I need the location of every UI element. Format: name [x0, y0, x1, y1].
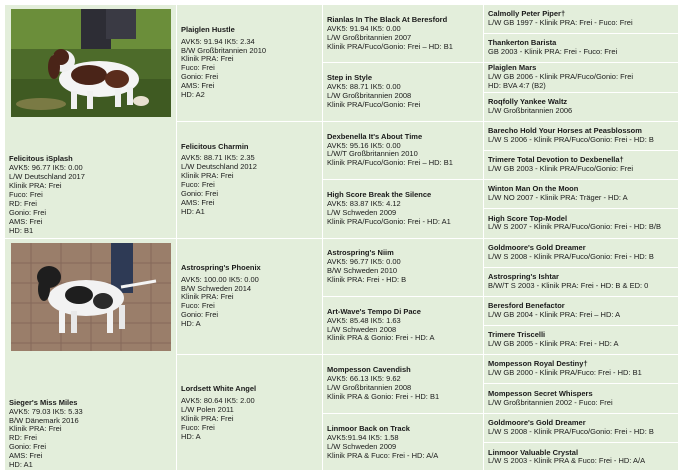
sire-photo: [11, 9, 171, 117]
ancestor-name: Beresford Benefactor: [488, 301, 565, 311]
great-grandparent-name: High Score Break the Silence: [327, 190, 432, 199]
ancestor-cell: [484, 384, 680, 413]
great-grandparent-cell: [323, 297, 484, 355]
ancestor-name: High Score Top-Model: [488, 213, 568, 223]
sire-line: Klinik PRA: Frei: [9, 181, 62, 191]
dam-line: Klinik PRA: Frei: [9, 424, 62, 434]
ancestor-name: Mompesson Royal Destiny†: [488, 359, 588, 369]
grandparent-line: Gonio: Frei: [181, 72, 219, 82]
sire-line: L/W Deutschland 2017: [9, 172, 85, 182]
ancestor-name: Linmoor Valuable Crystal: [488, 447, 579, 457]
great-grandparent-cell: [323, 414, 484, 472]
ancestor-line: L/W S 2008 - Klinik PRA/Fuco/Gonio: Frei - HD: B: [488, 426, 654, 436]
ancestor-cell: [484, 34, 680, 63]
sire-line: Gonio: Frei: [9, 207, 47, 217]
ancestor-name: Roqfolly Yankee Waltz: [488, 96, 568, 106]
sire-line: RD: Frei: [9, 198, 37, 208]
ancestor-cell: [484, 326, 680, 355]
great-grandparent-cell: [323, 239, 484, 297]
grandparent-line: Gonio: Frei: [181, 310, 219, 320]
grandparent-line: L/W Polen 2011: [181, 405, 234, 415]
grandparent-line: AVK5: 88.71 IK5: 2.35: [181, 153, 255, 163]
great-grandparent-cell: [323, 5, 484, 63]
dam-line: HD: A1: [9, 460, 33, 470]
grandparent-name: Astrospring's Phoenix: [181, 262, 261, 272]
grandparent-line: HD: A1: [181, 206, 205, 216]
ancestor-name: Plaiglen Mars: [488, 63, 537, 73]
great-grandparent-cell: [323, 122, 484, 180]
grandparent-line: Klinik PRA: Frei: [181, 54, 234, 64]
great-grandparent-line: Klinik PRA/Fuco/Gonio: Frei - HD: A1: [327, 216, 451, 226]
ancestor-line: L/W S 2007 - Klinik PRA/Fuco/Gonio: Frei - HD: B/B: [488, 222, 661, 232]
great-grandparent-line: AVK5: 96.77 IK5: 0.00: [327, 257, 401, 267]
grandparent-line: Klinik PRA: Frei: [181, 414, 234, 424]
great-grandparent-line: Klinik PRA/Fuco/Gonio: Frei – HD: B1: [327, 158, 453, 168]
great-grandparent-cell: [323, 180, 484, 238]
sire-cell: [5, 5, 177, 239]
grandparent-line: AVK5: 91.94 IK5: 2.34: [181, 36, 255, 46]
grandparent-line: Gonio: Frei: [181, 189, 219, 199]
grandparent-line: HD: A: [181, 431, 201, 441]
great-grandparent-line: Klinik PRA/Fuco/Gonio: Frei – HD: B1: [327, 41, 453, 51]
great-grandparent-line: L/W/T Großbritannien 2010: [327, 149, 418, 159]
ancestor-line: B/W/T S 2003 - Klinik PRA: Frei - HD: B & ED: 0: [488, 280, 649, 290]
grandparent-line: HD: A2: [181, 90, 205, 100]
ancestor-cell: [484, 414, 680, 443]
great-grandparent-line: AVK5: 66.13 IK5: 9.62: [327, 374, 401, 384]
ancestor-line: L/W S 2008 - Klinik PRA/Fuco/Gonio: Frei - HD: B: [488, 251, 654, 261]
dam-line: Gonio: Frei: [9, 442, 47, 452]
great-grandparent-line: Klinik PRA & Fuco: Frei - HD: A/A: [327, 450, 439, 460]
grandparent-line: B/W Großbritannien 2010: [181, 45, 267, 55]
great-grandparent-name: Dexbenella It's About Time: [327, 131, 423, 141]
great-grandparent-line: AVK5: 91.94 IK5: 0.00: [327, 23, 401, 33]
grandparent-line: Klinik PRA: Frei: [181, 292, 234, 302]
ancestor-cell: [484, 239, 680, 268]
great-grandparent-name: Step in Style: [327, 73, 373, 83]
ancestor-cell: [484, 122, 680, 151]
great-grandparent-line: AVK5: 95.16 IK5: 0.00: [327, 140, 401, 150]
great-grandparent-line: L/W Schweden 2008: [327, 324, 397, 334]
dam-line: B/W Dänemark 2016: [9, 415, 79, 425]
sire-line: Fuco: Frei: [9, 189, 43, 199]
great-grandparent-name: Astrospring's Niim: [327, 248, 394, 258]
great-grandparent-line: Klinik PRA: Frei - HD: B: [327, 275, 407, 285]
great-grandparent-line: Klinik PRA & Gonio: Frei - HD: A: [327, 333, 435, 343]
ancestor-name: Goldmoore's Gold Dreamer: [488, 417, 586, 427]
ancestor-line: L/W GB 2003 - Klinik PRA/Fuco/Gonio: Frei: [488, 164, 634, 174]
great-grandparent-cell: [323, 355, 484, 413]
grandparent-line: HD: A: [181, 319, 201, 329]
ancestor-line: L/W GB 1997 - Klinik PRA: Frei - Fuco: Frei: [488, 18, 633, 28]
ancestor-cell: [484, 5, 680, 34]
ancestor-name: Thankerton Barista: [488, 38, 557, 48]
dam-line: AMS: Frei: [9, 451, 43, 461]
ancestor-cell: [484, 151, 680, 180]
great-grandparent-line: B/W Schweden 2010: [327, 266, 398, 276]
ancestor-line: L/W GB 2004 - Klinik PRA: Frei – HD: A: [488, 309, 621, 319]
great-grandparent-line: L/W Schweden 2009: [327, 207, 397, 217]
grandparent-cell: [177, 5, 323, 122]
great-grandparent-line: L/W Großbritannien 2008: [327, 382, 412, 392]
great-grandparent-name: Rianlas In The Black At Beresford: [327, 14, 448, 24]
dam-cell: [5, 239, 177, 473]
dam-name: Sieger's Miss Miles: [9, 397, 78, 407]
great-grandparent-line: AVK5: 85.48 IK5: 1.63: [327, 315, 401, 325]
sire-line: HD: B1: [9, 225, 34, 235]
ancestor-name: Calmolly Peter Piper†: [488, 9, 566, 19]
ancestor-line: L/W S 2003 - Klinik PRA & Fuco: Frei - HD: A/A: [488, 456, 646, 466]
ancestor-name: Winton Man On the Moon: [488, 184, 579, 194]
ancestor-cell: [484, 268, 680, 297]
ancestor-line: GB 2003 - Klinik PRA: Frei - Fuco: Frei: [488, 47, 618, 57]
grandparent-cell: [177, 122, 323, 239]
sire-name: Felicitous iSplash: [9, 154, 73, 164]
great-grandparent-name: Art-Wave's Tempo Di Pace: [327, 306, 421, 316]
great-grandparent-line: L/W Großbritannien 2007: [327, 32, 412, 42]
sire-line: AMS: Frei: [9, 216, 43, 226]
grandparent-line: AMS: Frei: [181, 81, 215, 91]
dam-line: RD: Frei: [9, 433, 37, 443]
dam-photo: [11, 243, 171, 351]
grandparent-name: Felicitous Charmin: [181, 141, 249, 151]
ancestor-name: Trimere Total Devotion to Dexbenella†: [488, 155, 624, 165]
grandparent-line: Fuco: Frei: [181, 180, 215, 190]
grandparent-cell: [177, 239, 323, 356]
ancestor-cell: [484, 355, 680, 384]
ancestor-cell: [484, 63, 680, 92]
ancestor-line: L/W Großbritannien 2002 - Fuco: Frei: [488, 397, 613, 407]
grandparent-name: Lordsett White Angel: [181, 384, 257, 394]
great-grandparent-line: Klinik PRA & Gonio: Frei - HD: B1: [327, 391, 440, 401]
grandparent-line: AVK5: 100.00 IK5: 0.00: [181, 274, 259, 284]
grandparent-line: AVK5: 80.64 IK5: 2.00: [181, 396, 255, 406]
grandparent-line: B/W Schweden 2014: [181, 283, 252, 293]
great-grandparent-line: Klinik PRA/Fuco/Gonio: Frei: [327, 99, 421, 109]
ancestor-cell: [484, 443, 680, 472]
great-grandparent-line: AVK5: 88.71 IK5: 0.00: [327, 82, 401, 92]
great-grandparent-line: L/W Schweden 2009: [327, 441, 397, 451]
ancestor-name: Barecho Hold Your Horses at Peasblossom: [488, 125, 642, 135]
ancestor-name: Goldmoore's Gold Dreamer: [488, 242, 586, 252]
pedigree-table: [4, 4, 679, 471]
dam-line: AVK5: 79.03 IK5: 5.33: [9, 406, 83, 416]
grandparent-line: Fuco: Frei: [181, 301, 215, 311]
grandparent-line: Fuco: Frei: [181, 423, 215, 433]
great-grandparent-name: Linmoor Back on Track: [327, 424, 410, 433]
ancestor-cell: [484, 297, 680, 326]
great-grandparent-line: AVK5:91.94 IK5: 1.58: [327, 432, 399, 442]
ancestor-cell: [484, 93, 680, 122]
ancestor-line: L/W NO 2007 - Klinik PRA: Träger - HD: A: [488, 193, 628, 203]
sire-line: AVK5: 96.77 IK5: 0.00: [9, 163, 83, 173]
ancestor-line: L/W Großbritannien 2006: [488, 105, 573, 115]
ancestor-line: L/W GB 2005 - Klinik PRA: Frei - HD: A: [488, 339, 619, 349]
ancestor-cell: [484, 180, 680, 209]
ancestor-line: L/W S 2006 - Klinik PRA/Fuco/Gonio: Frei - HD: B: [488, 134, 654, 144]
grandparent-line: Klinik PRA: Frei: [181, 171, 234, 181]
great-grandparent-cell: [323, 63, 484, 121]
ancestor-name: Astrospring's Ishtar: [488, 271, 559, 281]
great-grandparent-line: L/W Großbritannien 2008: [327, 91, 412, 101]
ancestor-line: L/W GB 2000 - Klinik PRA/Fuco: Frei - HD: B1: [488, 368, 642, 378]
grandparent-line: L/W Deutschland 2012: [181, 162, 257, 172]
ancestor-line: HD: BVA 4:7 (B2): [488, 80, 546, 90]
ancestor-name: Trimere Triscelli: [488, 330, 546, 340]
ancestor-cell: [484, 209, 680, 238]
great-grandparent-name: Mompesson Cavendish: [327, 365, 411, 375]
grandparent-name: Plaiglen Hustle: [181, 24, 235, 34]
grandparent-cell: [177, 355, 323, 472]
grandparent-line: AMS: Frei: [181, 197, 215, 207]
great-grandparent-line: AVK5: 83.87 IK5: 4.12: [327, 198, 401, 208]
ancestor-name: Mompesson Secret Whispers: [488, 388, 593, 398]
grandparent-line: Fuco: Frei: [181, 63, 215, 73]
ancestor-line: L/W GB 2006 - Klinik PRA/Fuco/Gonio: Frei: [488, 72, 634, 82]
